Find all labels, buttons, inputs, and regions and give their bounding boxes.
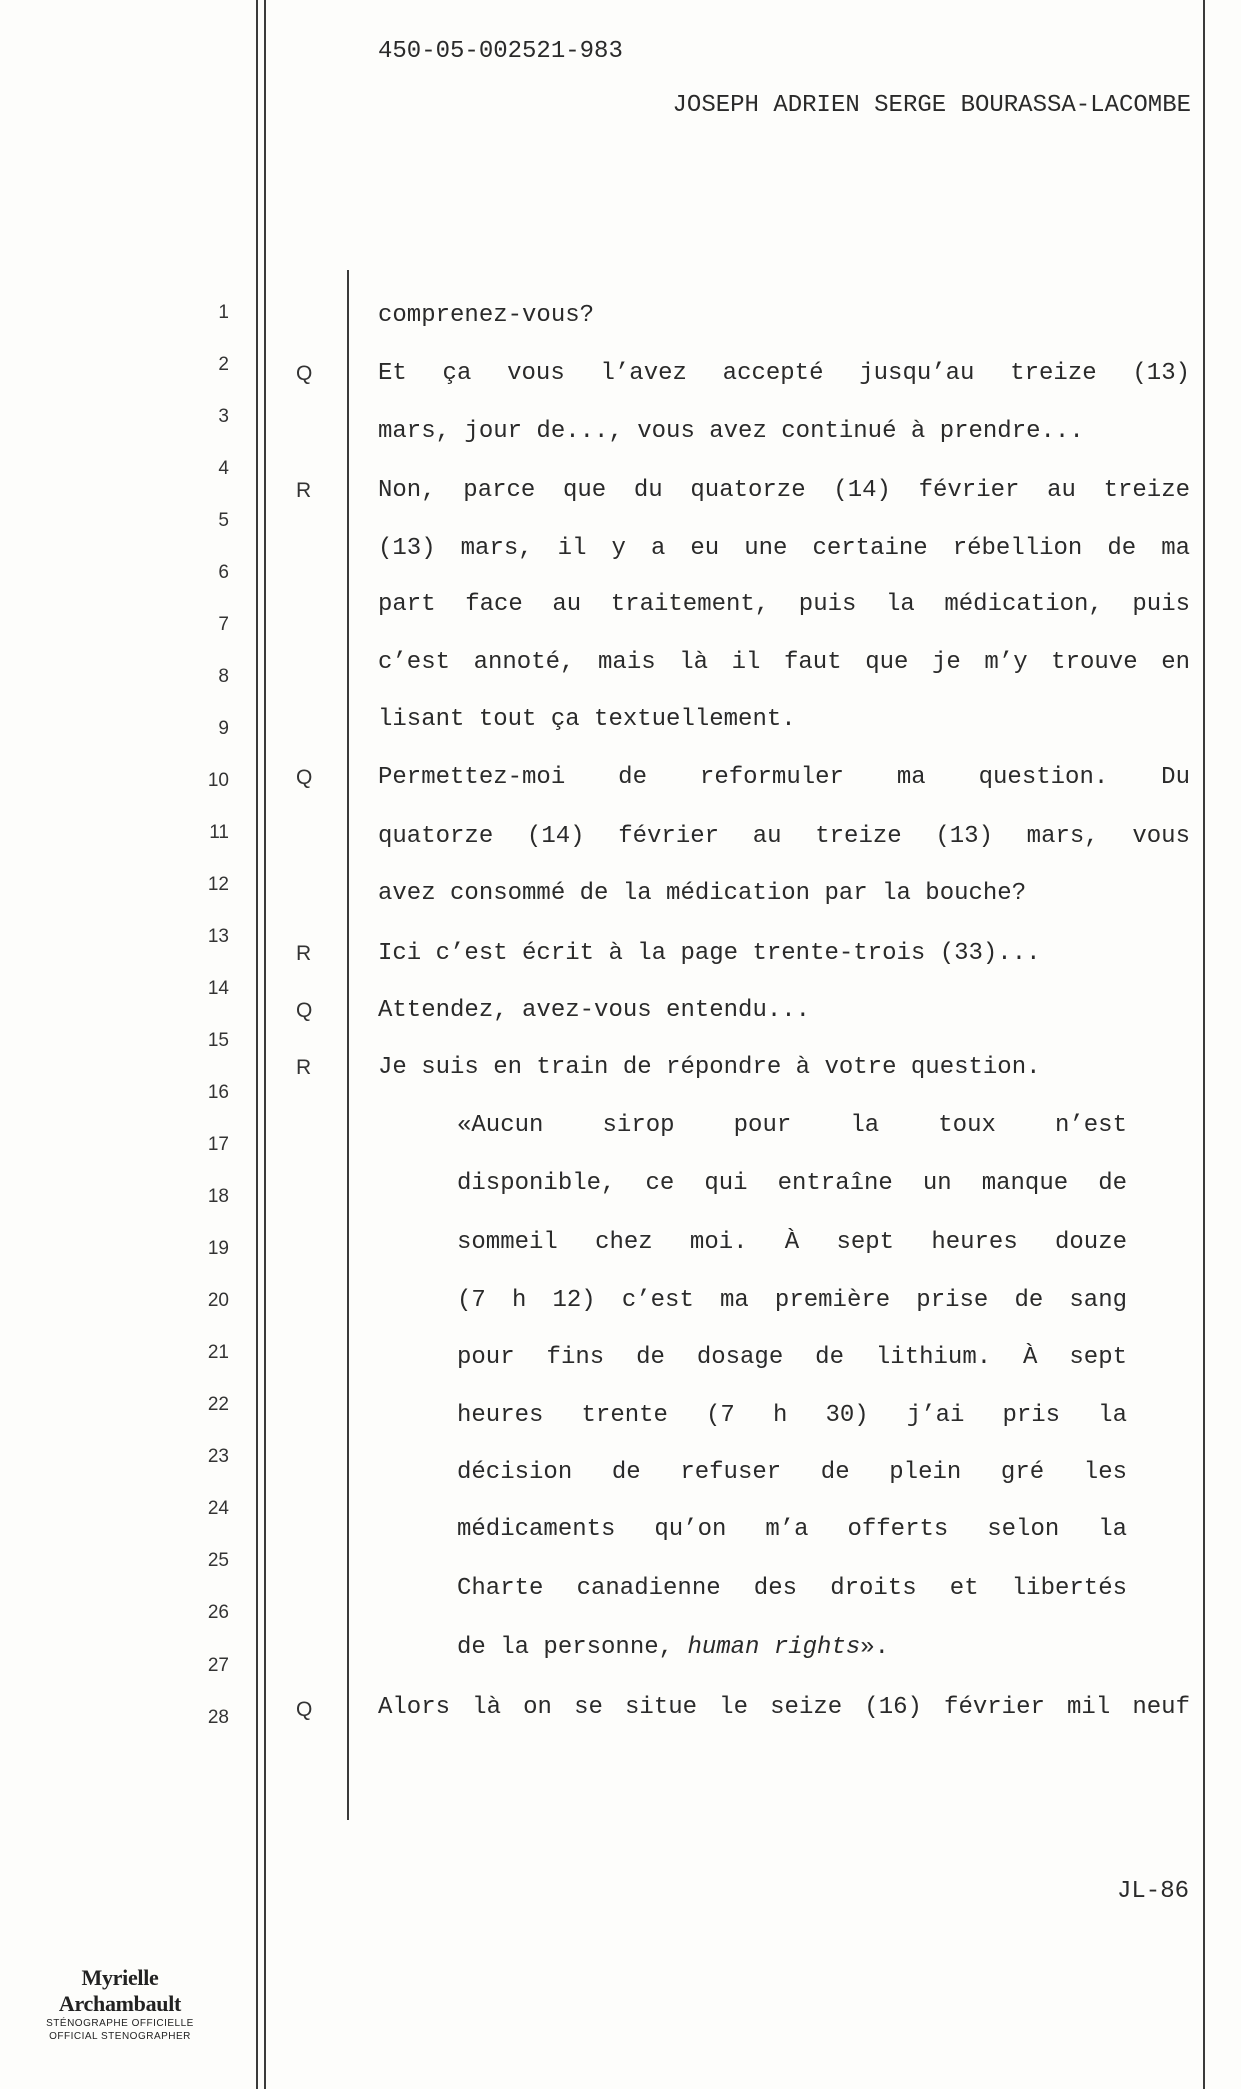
transcript-line: médicaments qu’on m’a offerts selon la	[457, 1516, 1127, 1543]
transcript-line: avez consommé de la médication par la bouche?	[378, 880, 1027, 907]
line-number: 22	[207, 1394, 229, 1415]
transcript-line: quatorze (14) février au treize (13) mars, vous	[378, 823, 1190, 850]
speaker-marker: Q	[296, 766, 313, 789]
witness-name: JOSEPH ADRIEN SERGE BOURASSA-LACOMBE	[672, 92, 1191, 119]
stenographer-logo	[20, 1965, 220, 2043]
line-number: 20	[207, 1290, 229, 1311]
line-number: 1	[218, 302, 229, 323]
stenographer-name: Myrielle Archambault	[58, 1965, 182, 2016]
line-number: 4	[218, 458, 229, 479]
transcript-line: part face au traitement, puis la médication, puis	[378, 591, 1190, 618]
transcript-line: comprenez-vous?	[378, 302, 595, 329]
line-number: 11	[209, 822, 229, 843]
transcript-line: Alors là on se situe le seize (16) février mil neuf	[378, 1694, 1190, 1721]
transcript-line: pour fins de dosage de lithium. À sept	[457, 1344, 1127, 1371]
line-number: 6	[218, 562, 229, 583]
speaker-marker: R	[296, 1056, 312, 1079]
case-number: 450-05-002521-983	[378, 38, 623, 65]
closing-quote: ».	[860, 1634, 890, 1661]
line-number: 3	[218, 406, 229, 427]
transcript-line: «Aucun sirop pour la toux n’est	[457, 1112, 1127, 1139]
speaker-marker: Q	[296, 999, 313, 1022]
transcript-line: décision de refuser de plein gré les	[457, 1459, 1127, 1486]
left-margin-rule-inner	[264, 0, 266, 2089]
transcript-line: Je suis en train de répondre à votre question.	[378, 1054, 1041, 1081]
transcript-line: c’est annoté, mais là il faut que je m’y trouve en	[378, 649, 1190, 676]
page-code: JL-86	[1116, 1878, 1189, 1905]
line-number: 28	[207, 1707, 229, 1728]
transcript-line: sommeil chez moi. À sept heures douze	[457, 1229, 1127, 1256]
line-number: 26	[207, 1602, 229, 1623]
line-number: 9	[218, 718, 229, 739]
transcript-line	[457, 1634, 1127, 1661]
transcript-line: lisant tout ça textuellement.	[378, 706, 796, 733]
line-number: 23	[207, 1446, 229, 1467]
left-margin-rule-outer	[256, 0, 258, 2089]
line-number: 19	[207, 1238, 229, 1259]
line-number: 12	[207, 874, 229, 895]
transcript-line: heures trente (7 h 30) j’ai pris la	[457, 1402, 1127, 1429]
stenographer-title-fr: STÉNOGRAPHE OFFICIELLE	[46, 2018, 194, 2029]
line-number: 15	[207, 1030, 229, 1051]
line-number: 7	[218, 614, 229, 635]
line-number: 17	[207, 1134, 229, 1155]
qr-divider-rule	[347, 270, 349, 1820]
speaker-marker: Q	[296, 1698, 313, 1721]
speaker-marker: R	[296, 942, 312, 965]
line-number: 2	[218, 354, 229, 375]
speaker-marker: R	[296, 479, 312, 502]
speaker-marker: Q	[296, 362, 313, 385]
transcript-line: Permettez-moi de reformuler ma question. Du	[378, 764, 1190, 791]
transcript-line: mars, jour de..., vous avez continué à prendre...	[378, 418, 1084, 445]
transcript-line: (7 h 12) c’est ma première prise de sang	[457, 1287, 1127, 1314]
line-number: 13	[207, 926, 229, 947]
line-number: 21	[207, 1342, 229, 1363]
line-number: 25	[207, 1550, 229, 1571]
line-number: 8	[218, 666, 229, 687]
transcript-line: (13) mars, il y a eu une certaine rébellion de ma	[378, 535, 1190, 562]
line-number: 24	[207, 1498, 229, 1519]
stenographer-title-en: OFFICIAL STENOGRAPHER	[49, 2031, 191, 2042]
transcript-line: Attendez, avez-vous entendu...	[378, 997, 811, 1024]
transcript-line: Non, parce que du quatorze (14) février au treize	[378, 477, 1190, 504]
line-number: 16	[207, 1082, 229, 1103]
transcript-line: Charte canadienne des droits et libertés	[457, 1575, 1127, 1602]
transcript-line: Et ça vous l’avez accepté jusqu’au treize (13)	[378, 360, 1190, 387]
line-number: 10	[207, 770, 229, 791]
right-margin-rule	[1203, 0, 1205, 2089]
line-number: 27	[207, 1655, 229, 1676]
line-number: 5	[218, 510, 229, 531]
line-number: 14	[207, 978, 229, 999]
transcript-line: Ici c’est écrit à la page trente-trois (33)...	[378, 940, 1041, 967]
line-number: 18	[207, 1186, 229, 1207]
italic-phrase: human rights	[687, 1634, 861, 1661]
transcript-text: de la personne,	[457, 1634, 688, 1661]
transcript-line: disponible, ce qui entraîne un manque de	[457, 1170, 1127, 1197]
